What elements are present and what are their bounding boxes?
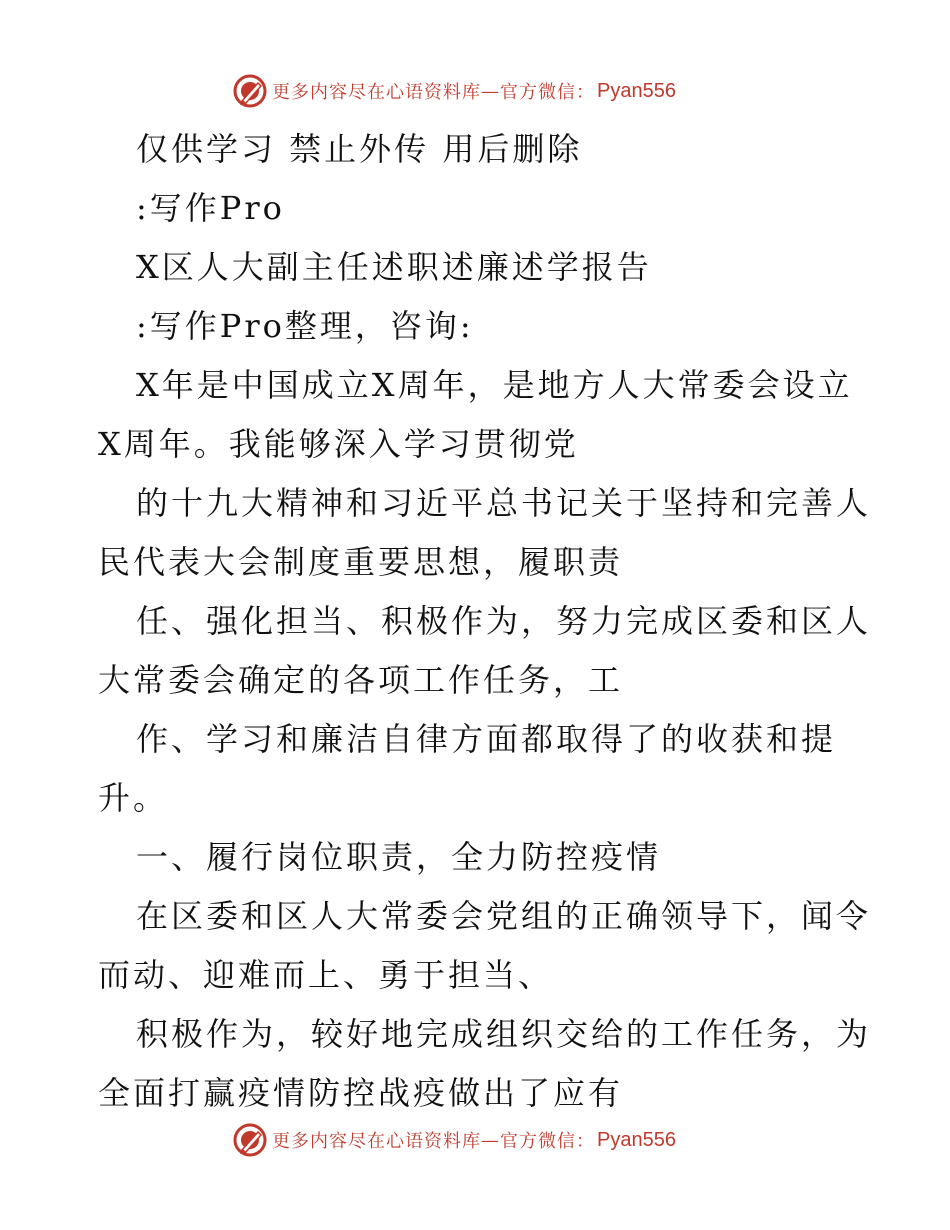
wechat-label: 官方微信： [500, 1131, 595, 1152]
text-line: 仅供学习 禁止外传 用后删除 [136, 130, 583, 168]
text-line: 在区委和区人大常委会党组的正确领导下，闻令 [136, 897, 872, 935]
text-line: 积极作为，较好地完成组织交给的工作任务，为 [136, 1015, 872, 1053]
text-line: X周年。我能够深入学习贯彻党 [98, 425, 579, 463]
text-line: 的十九大精神和习近平总书记关于坚持和完善人 [136, 484, 872, 522]
text-line: :写作Pro [136, 189, 285, 227]
text-line: 全面打赢疫情防控战疫做出了应有 [98, 1074, 624, 1112]
watermark-separator: — [481, 80, 500, 102]
text-line: 任、强化担当、积极作为，努力完成区委和区人 [136, 602, 872, 640]
text-line: 而动、迎难而上、勇于担当、 [98, 956, 554, 994]
text-line: X年是中国成立X周年，是地方人大常委会设立 [136, 366, 853, 404]
document-title: X区人大副主任述职述廉述学报告 [136, 248, 652, 286]
text-line: :写作Pro整理，咨询: [136, 307, 474, 345]
text-line: 升。 [98, 779, 169, 817]
document-body [98, 120, 872, 1123]
wechat-id: Pyan556 [597, 1128, 676, 1151]
footer-watermark-banner [232, 1120, 676, 1160]
watermark-text: 更多内容尽在心语资料库 [272, 82, 481, 103]
pen-logo-icon [232, 1122, 268, 1158]
wechat-id: Pyan556 [597, 79, 676, 102]
watermark-text: 更多内容尽在心语资料库 [272, 1131, 481, 1152]
header-watermark-banner [232, 71, 676, 111]
text-line: 大常委会确定的各项工作任务，工 [98, 661, 624, 699]
wechat-label: 官方微信： [500, 82, 595, 103]
section-heading: 一、履行岗位职责，全力防控疫情 [136, 838, 662, 876]
text-line: 民代表大会制度重要思想，履职责 [98, 543, 624, 581]
pen-logo-icon [232, 73, 268, 109]
watermark-separator: — [481, 1129, 500, 1151]
text-line: 作、学习和廉洁自律方面都取得了的收获和提 [136, 720, 837, 758]
